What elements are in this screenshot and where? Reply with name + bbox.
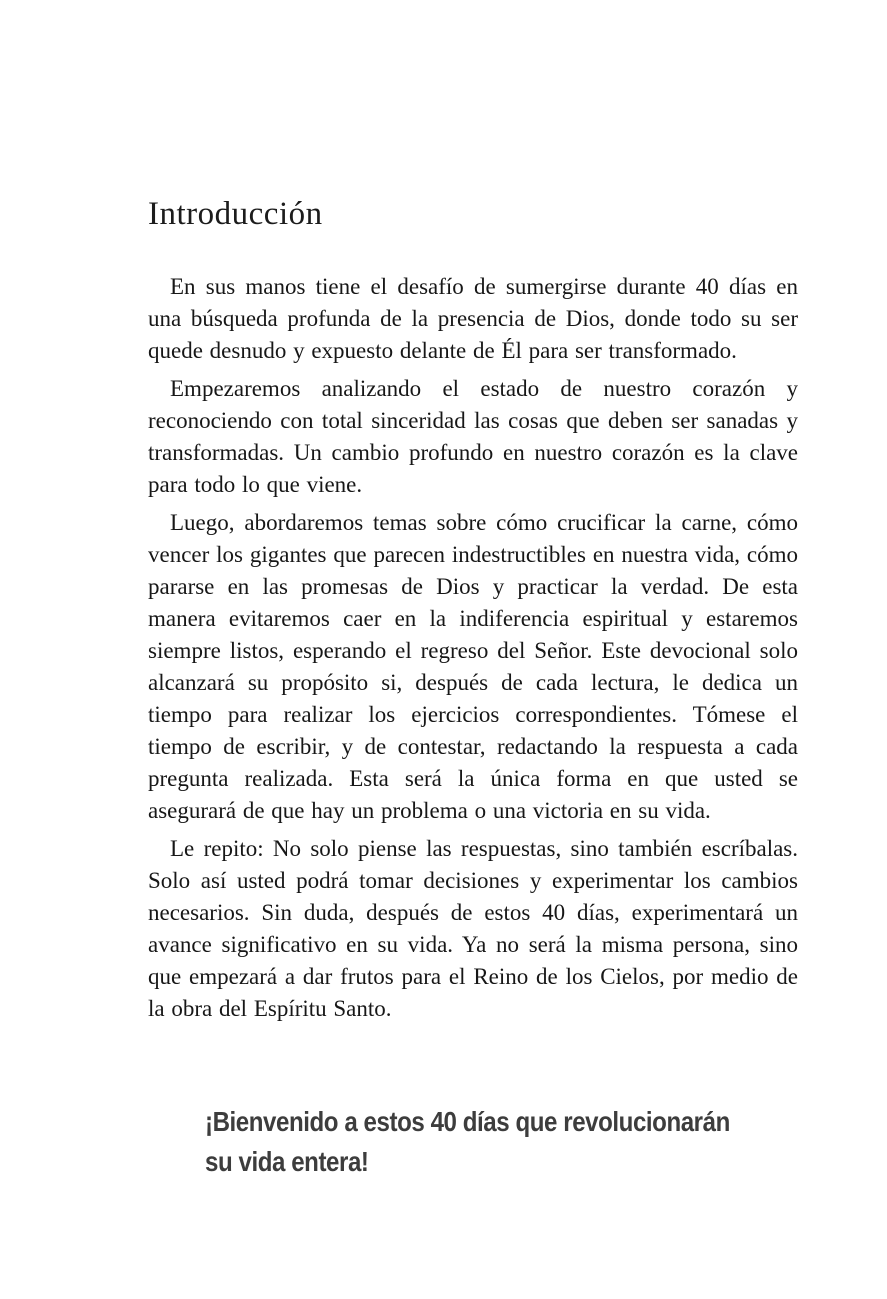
paragraph-4: Le repito: No solo piense las respuestas, sino también escríbalas. Solo así usted podrá tomar decisiones y experimentar los cambios necesarios. Sin duda, después de estos 40 días, experimentará un avance significativo en su vida. Ya no será la misma persona, sino que empezará a dar frutos para el Reino de los Cielos, por medio de la obra del Espíritu Santo. [148, 836, 798, 1021]
body-text [148, 271, 798, 1031]
paragraph-2: Empezaremos analizando el estado de nuestro corazón y reconociendo con total sinceridad las cosas que deben ser sanadas y transformadas. Un cambio profundo en nuestro corazón es la clave para todo lo que viene. [148, 376, 798, 497]
paragraph-3: Luego, abordaremos temas sobre cómo crucificar la carne, cómo vencer los gigantes que parecen indestructibles en nuestra vida, cómo pararse en las promesas de Dios y practicar la verdad. De esta manera evitaremos caer en la indiferencia espiritual y estaremos siempre listos, esperando el regreso del Señor. Este devocional solo alcanzará su propósito si, después de cada lectura, le dedica un tiempo para realizar los ejercicios correspondientes. Tómese el tiempo de escribir, y de contestar, redactando la respuesta a cada pregunta realizada. Esta será la única forma en que usted se asegurará de que hay un problema o una victoria en su vida. [148, 510, 798, 823]
chapter-title: Introducción [148, 196, 323, 232]
callout-line-1: ¡Bienvenido a estos 40 días que revolucionarán [205, 1106, 730, 1137]
welcome-callout [205, 1102, 755, 1182]
callout-line-2: su vida entera! [205, 1146, 369, 1177]
paragraph-1: En sus manos tiene el desafío de sumergirse durante 40 días en una búsqueda profunda de la presencia de Dios, donde todo su ser quede desnudo y expuesto delante de Él para ser transformado. [148, 274, 798, 363]
